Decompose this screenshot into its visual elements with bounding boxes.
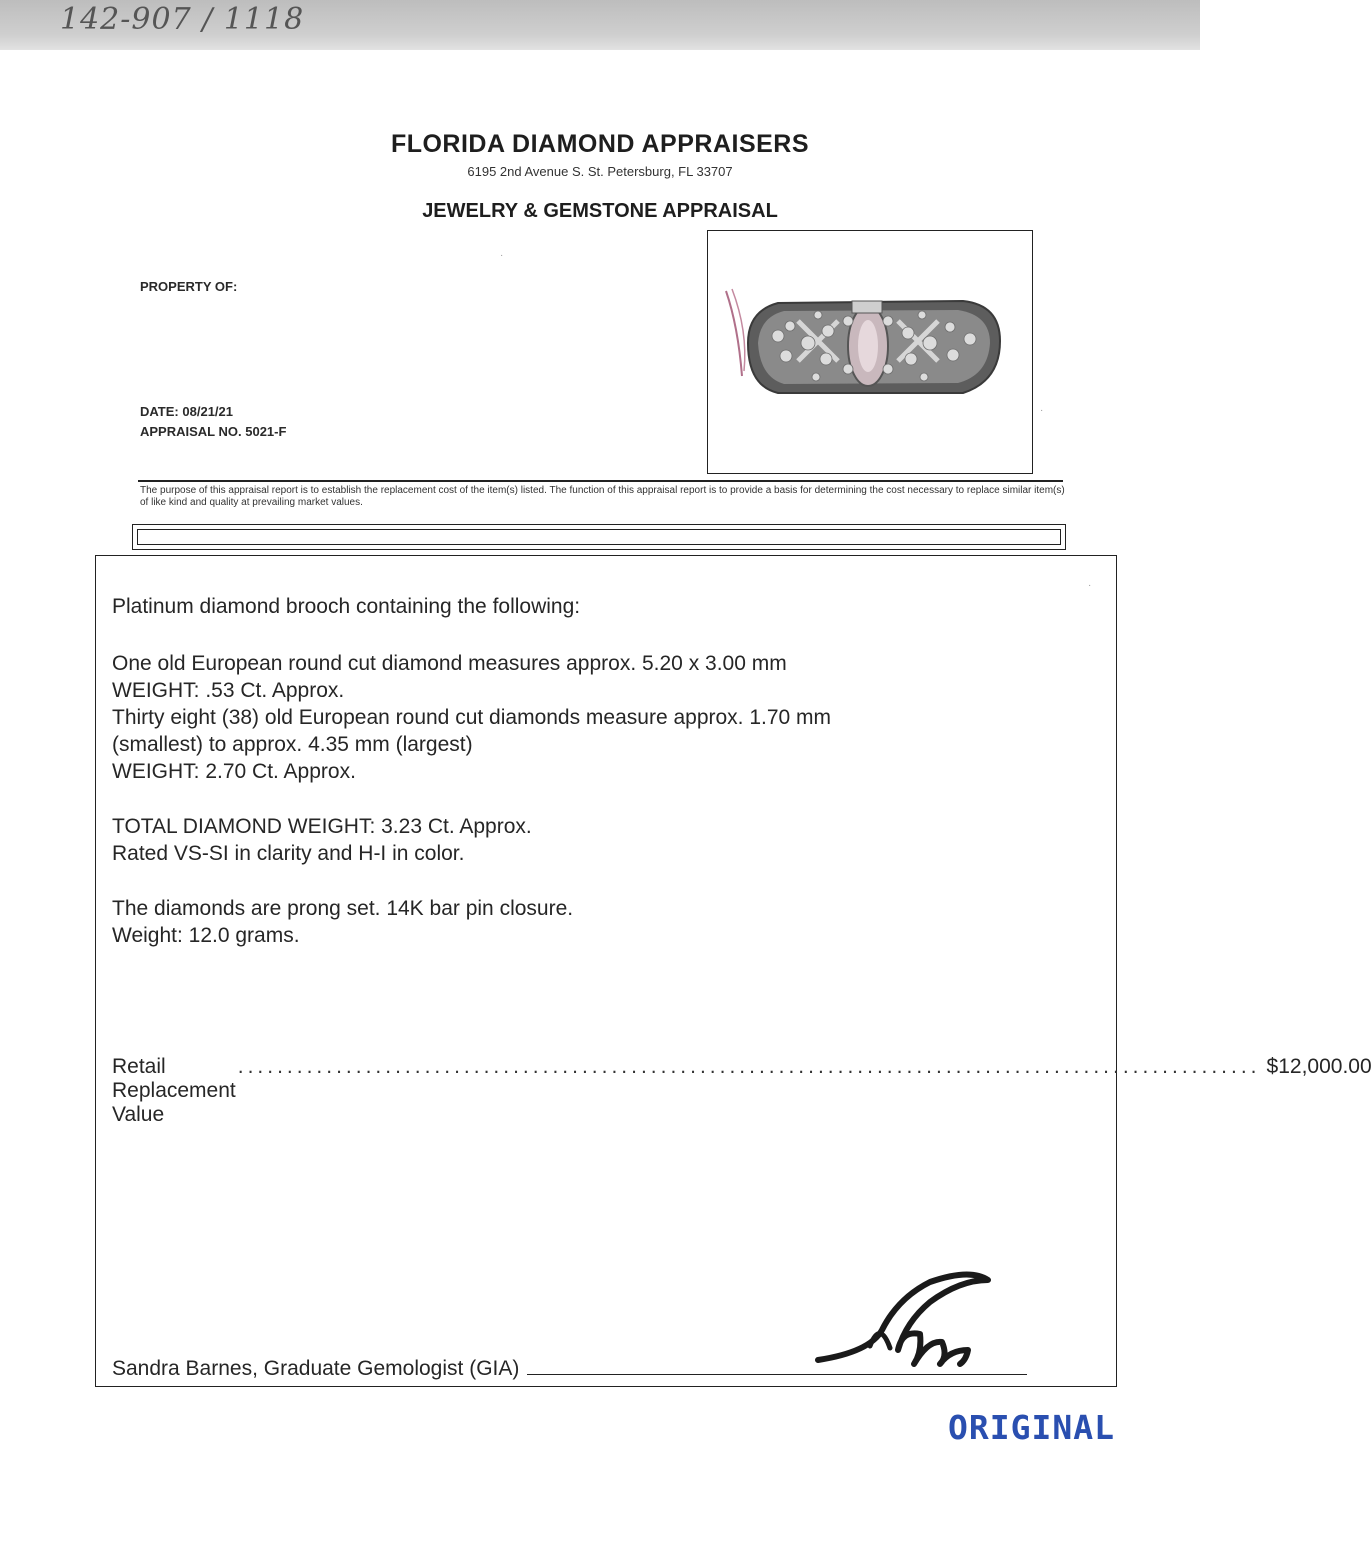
scan-speck: · xyxy=(500,250,504,261)
property-of-label: PROPERTY OF: xyxy=(140,279,238,294)
total-weight: TOTAL DIAMOND WEIGHT: 3.23 Ct. Approx. xyxy=(112,815,532,838)
appraisal-number-label: APPRAISAL NO. xyxy=(140,424,242,439)
description-line-2: WEIGHT: .53 Ct. Approx. xyxy=(112,679,345,702)
item-weight: Weight: 12.0 grams. xyxy=(112,924,300,947)
document-title: JEWELRY & GEMSTONE APPRAISAL xyxy=(422,200,778,222)
scan-top-strip xyxy=(0,0,1200,50)
description-line-5: WEIGHT: 2.70 Ct. Approx. xyxy=(112,760,356,783)
quality-rating: Rated VS-SI in clarity and H-I in color. xyxy=(112,842,465,865)
description-line-3: Thirty eight (38) old European round cut diamonds measure approx. 1.70 mm xyxy=(112,706,832,729)
dot-leader: ........................................................................................................ xyxy=(237,1055,1261,1078)
signature-line xyxy=(112,1357,1027,1381)
signature-blank xyxy=(527,1374,1027,1375)
header-divider xyxy=(138,480,1063,482)
original-stamp: ORIGINAL xyxy=(948,1408,1115,1447)
setting-description: The diamonds are prong set. 14K bar pin closure. xyxy=(112,897,574,920)
description-line-1: One old European round cut diamond measures approx. 5.20 x 3.00 mm xyxy=(112,652,787,675)
date-value: 08/21/21 xyxy=(182,404,233,419)
description-intro: Platinum diamond brooch containing the following: xyxy=(112,595,581,618)
date-row xyxy=(140,404,233,419)
replacement-value-label: Retail Replacement Value xyxy=(112,1055,236,1126)
appraisal-number-row xyxy=(140,424,286,439)
replacement-value-amount: $12,000.00 xyxy=(1266,1055,1372,1078)
purpose-statement: The purpose of this appraisal report is to establish the replacement cost of the item(s) listed. The function of this appraisal report is to provide a basis for determining the cost necessary to replace similar item(s) of like kind and quality at prevailing market values. xyxy=(140,485,1065,508)
company-address: 6195 2nd Avenue S. St. Petersburg, FL 33707 xyxy=(467,164,733,179)
appraisal-number-value: 5021-F xyxy=(245,424,287,439)
signer-name: Sandra Barnes, Graduate Gemologist (GIA) xyxy=(112,1357,520,1380)
date-label: DATE: xyxy=(140,404,179,419)
scan-speck: · xyxy=(1040,405,1044,416)
item-header-bar-inner xyxy=(137,529,1061,545)
handwritten-note: 142-907 / 1118 xyxy=(60,2,305,37)
description-line-4: (smallest) to approx. 4.35 mm (largest) xyxy=(112,733,473,756)
item-header-bar xyxy=(132,524,1066,550)
company-name: FLORIDA DIAMOND APPRAISERS xyxy=(390,130,810,158)
replacement-value-row xyxy=(112,1055,1372,1127)
scan-speck: · xyxy=(1088,580,1092,591)
brooch-photo xyxy=(707,230,1033,474)
brooch-image xyxy=(708,231,1031,472)
